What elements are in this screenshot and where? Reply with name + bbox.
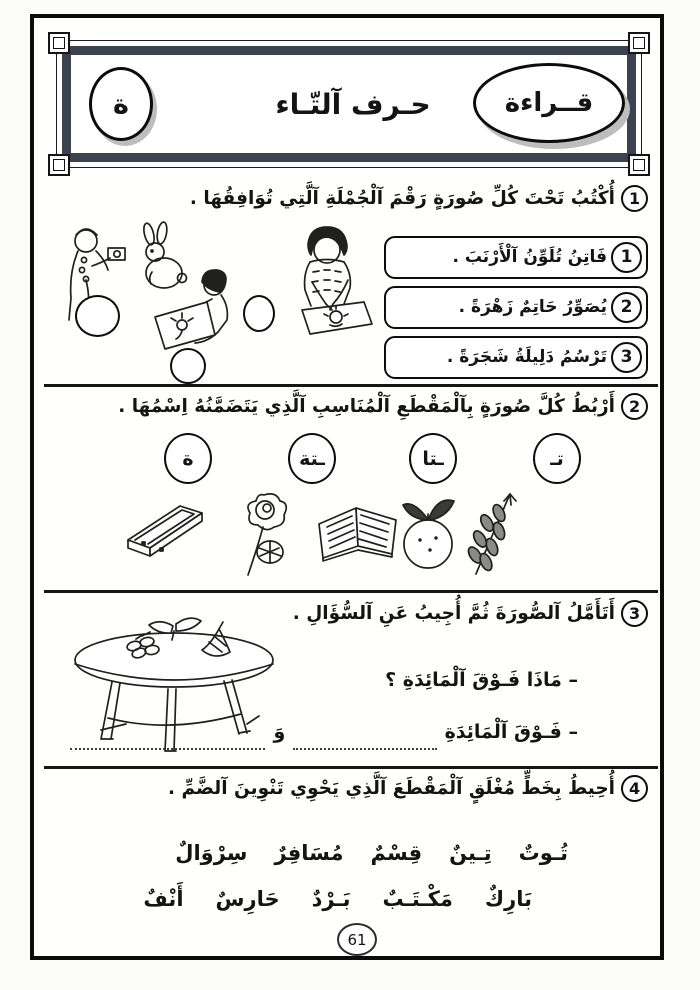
exercise2-instruction: أَرْبُطُ كُلَّ صُورَةٍ بِآلْمَقْطَعِ آلْمُنَاسِبِ آلَّذِي يَتَضَمَّنُهُ اِسْمُهَا . xyxy=(118,396,615,417)
section-divider xyxy=(44,766,658,769)
answer-connector: وَ xyxy=(273,721,286,743)
word-toot[interactable]: تُـوتٌ xyxy=(518,841,568,865)
open-book-illustration[interactable] xyxy=(314,502,404,564)
rose-illustration[interactable] xyxy=(232,489,296,581)
exercise4-header xyxy=(168,772,648,805)
sentence-box-2 xyxy=(384,286,648,329)
answer-prefix: – فَـوْقَ آلْمَائِدَةِ xyxy=(444,721,578,743)
corner-ornament-icon xyxy=(628,154,650,176)
word-maktab[interactable]: مَكْـتَـبٌ xyxy=(382,887,453,911)
sentence-number-2: 2 xyxy=(611,292,642,323)
page-title: حـرف آلتّـاء xyxy=(275,87,431,121)
sentence-number-3: 3 xyxy=(611,342,642,373)
page-number: 61 xyxy=(337,923,377,956)
exercise4-number-badge: 4 xyxy=(621,775,648,802)
letter-badge: ة xyxy=(89,67,153,141)
header-box xyxy=(56,40,642,168)
exercise3-instruction: أَتَأَمَّلُ آلصُّورَةَ ثُمَّ أُجِيبُ عَنِ آلسُّؤَالِ . xyxy=(292,603,615,624)
corner-ornament-icon xyxy=(628,32,650,54)
exercise2-number-badge: 2 xyxy=(621,393,648,420)
boy-coloring-illustration xyxy=(266,224,382,338)
sentence-text-3: تَرْسُمُ دَلِيلَةُ شَجَرَةً . xyxy=(446,347,607,368)
sentence-text-2: يُصَوِّرُ حَاتِمٌ زَهْرَةً . xyxy=(458,297,607,318)
word-haris[interactable]: حَارِسٌ xyxy=(215,887,280,911)
syllable-circle-1[interactable]: تـ xyxy=(533,433,581,484)
word-musafir[interactable]: مُسَافِرٌ xyxy=(274,841,344,865)
exercise3-header xyxy=(293,597,648,630)
words-row-2 xyxy=(143,878,532,920)
words-row-1 xyxy=(175,832,568,874)
word-bard[interactable]: بَـرْدٌ xyxy=(311,887,351,911)
syllable-circle-3[interactable]: ـتة xyxy=(288,433,336,484)
section-divider xyxy=(44,384,658,387)
exercise4-instruction: أُحِيطُ بِخَطٍّ مُغْلَقٍ آلْمَقْطَعَ آلَّذِي يَحْوِي تَنْوِينَ آلضَّمِّ . xyxy=(168,778,615,799)
girl-drawing-illustration xyxy=(148,268,250,352)
sentence-text-1: فَاتِنُ تُلَوِّنُ آلْأَرْنَبَ . xyxy=(452,247,607,268)
exercise1-number-badge: 1 xyxy=(621,185,648,212)
pencil-case-illustration[interactable] xyxy=(120,498,216,562)
section-divider xyxy=(44,590,658,593)
syllable-circle-2[interactable]: ـتا xyxy=(409,433,457,484)
answer-line xyxy=(70,714,578,750)
word-barik[interactable]: بَارِكٌ xyxy=(484,887,532,911)
corner-ornament-icon xyxy=(48,154,70,176)
exercise1-instruction: أُكْتُبُ تَحْتَ كُلِّ صُورَةٍ رَقْمَ آلْجُمْلَةِ آلَّتِي تُوَافِقُهَا . xyxy=(189,188,615,209)
syllable-circle-4[interactable]: ة xyxy=(164,433,212,484)
word-teen[interactable]: تِـينٌ xyxy=(449,841,492,865)
word-anf[interactable]: أَنْفٌ xyxy=(143,887,184,911)
question-line: – مَاذَا فَـوْقَ آلْمَائِدَةِ ؟ xyxy=(385,669,578,691)
answer-circle-picture1[interactable] xyxy=(75,295,120,337)
sentence-number-1: 1 xyxy=(611,242,642,273)
exercise3-number-badge: 3 xyxy=(621,600,648,627)
exercise1-header xyxy=(190,182,648,215)
orange-fruit-illustration[interactable] xyxy=(400,492,458,572)
sentence-list xyxy=(384,236,648,379)
word-qism[interactable]: قِسْمٌ xyxy=(370,841,423,865)
answer-blank-2[interactable] xyxy=(70,732,265,750)
answer-circle-picture3[interactable] xyxy=(243,295,275,332)
corner-ornament-icon xyxy=(48,32,70,54)
subject-badge: قــراءة xyxy=(473,63,625,143)
sentence-box-3 xyxy=(384,336,648,379)
answer-blank-1[interactable] xyxy=(293,732,436,750)
answer-circle-picture2[interactable] xyxy=(170,348,206,384)
sentence-box-1 xyxy=(384,236,648,279)
exercise2-header xyxy=(118,390,648,423)
word-sirwal[interactable]: سِرْوَالٌ xyxy=(175,841,248,865)
date-branch-illustration[interactable] xyxy=(464,489,518,579)
